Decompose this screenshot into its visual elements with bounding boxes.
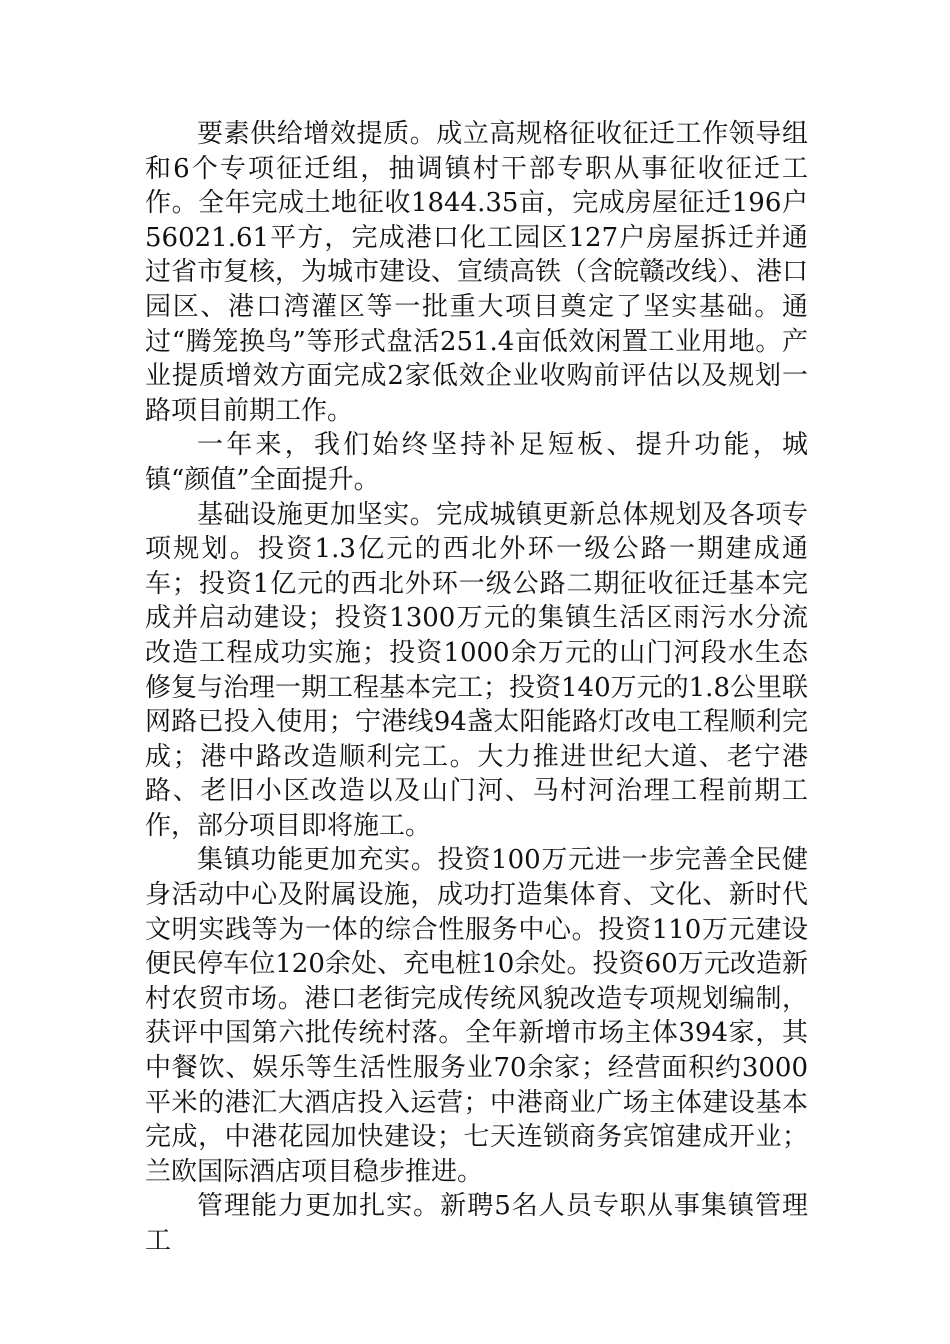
- paragraph-factor-supply: 要素供给增效提质。成立高规格征收征迁工作领导组和6个专项征迁组，抽调镇村干部专职从事征收征迁工作。全年完成土地征收1844.35亩，完成房屋征迁196户56021.61平方，完成港口化工园区127户房屋拆迁并通过省市复核，为城市建设、宣绩高铁（含皖赣改线）、港口园区、港口湾灌区等一批重大项目奠定了坚实基础。通过“腾笼换鸟”等形式盘活251.4亩低效闲置工业用地。产业提质增效方面完成2家低效企业收购前评估以及规划一路项目前期工作。: [145, 119, 809, 426]
- paragraph-town-functions: 集镇功能更加充实。投资100万元进一步完善全民健身活动中心及附属设施，成功打造集体育、文化、新时代文明实践等为一体的综合性服务中心。投资110万元建设便民停车位120余处、充电桩10余处。投资60万元改造新村农贸市场。港口老街完成传统风貌改造专项规划编制，获评中国第六批传统村落。全年新增市场主体394家，其中餐饮、娱乐等生活性服务业70余家；经营面积约3000平米的港汇大酒店投入运营；中港商业广场主体建设基本完成，中港花园加快建设；七天连锁商务宾馆建成开业；兰欧国际酒店项目稳步推进。: [145, 845, 808, 1187]
- paragraph-infrastructure: 基础设施更加坚实。完成城镇更新总体规划及各项专项规划。投资1.3亿元的西北外环一级公路一期建成通车；投资1亿元的西北外环一级公路二期征收征迁基本完成并启动建设；投资1300万元的集镇生活区雨污水分流改造工程成功实施；投资1000余万元的山门河段水生态修复与治理一期工程基本完工；投资140万元的1.8公里联网路已投入使用；宁港线94盏太阳能路灯改电工程顺利完成；港中路改造顺利完工。大力推进世纪大道、老宁港路、老旧小区改造以及山门河、马村河治理工程前期工作，部分项目即将施工。: [145, 499, 808, 841]
- paragraph-management: 管理能力更加扎实。新聘5名人员专职从事集镇管理工: [145, 1191, 808, 1256]
- paragraph-year-summary: 一年来，我们始终坚持补足短板、提升功能，城镇“颜值”全面提升。: [145, 430, 808, 495]
- document-body: [145, 117, 808, 1259]
